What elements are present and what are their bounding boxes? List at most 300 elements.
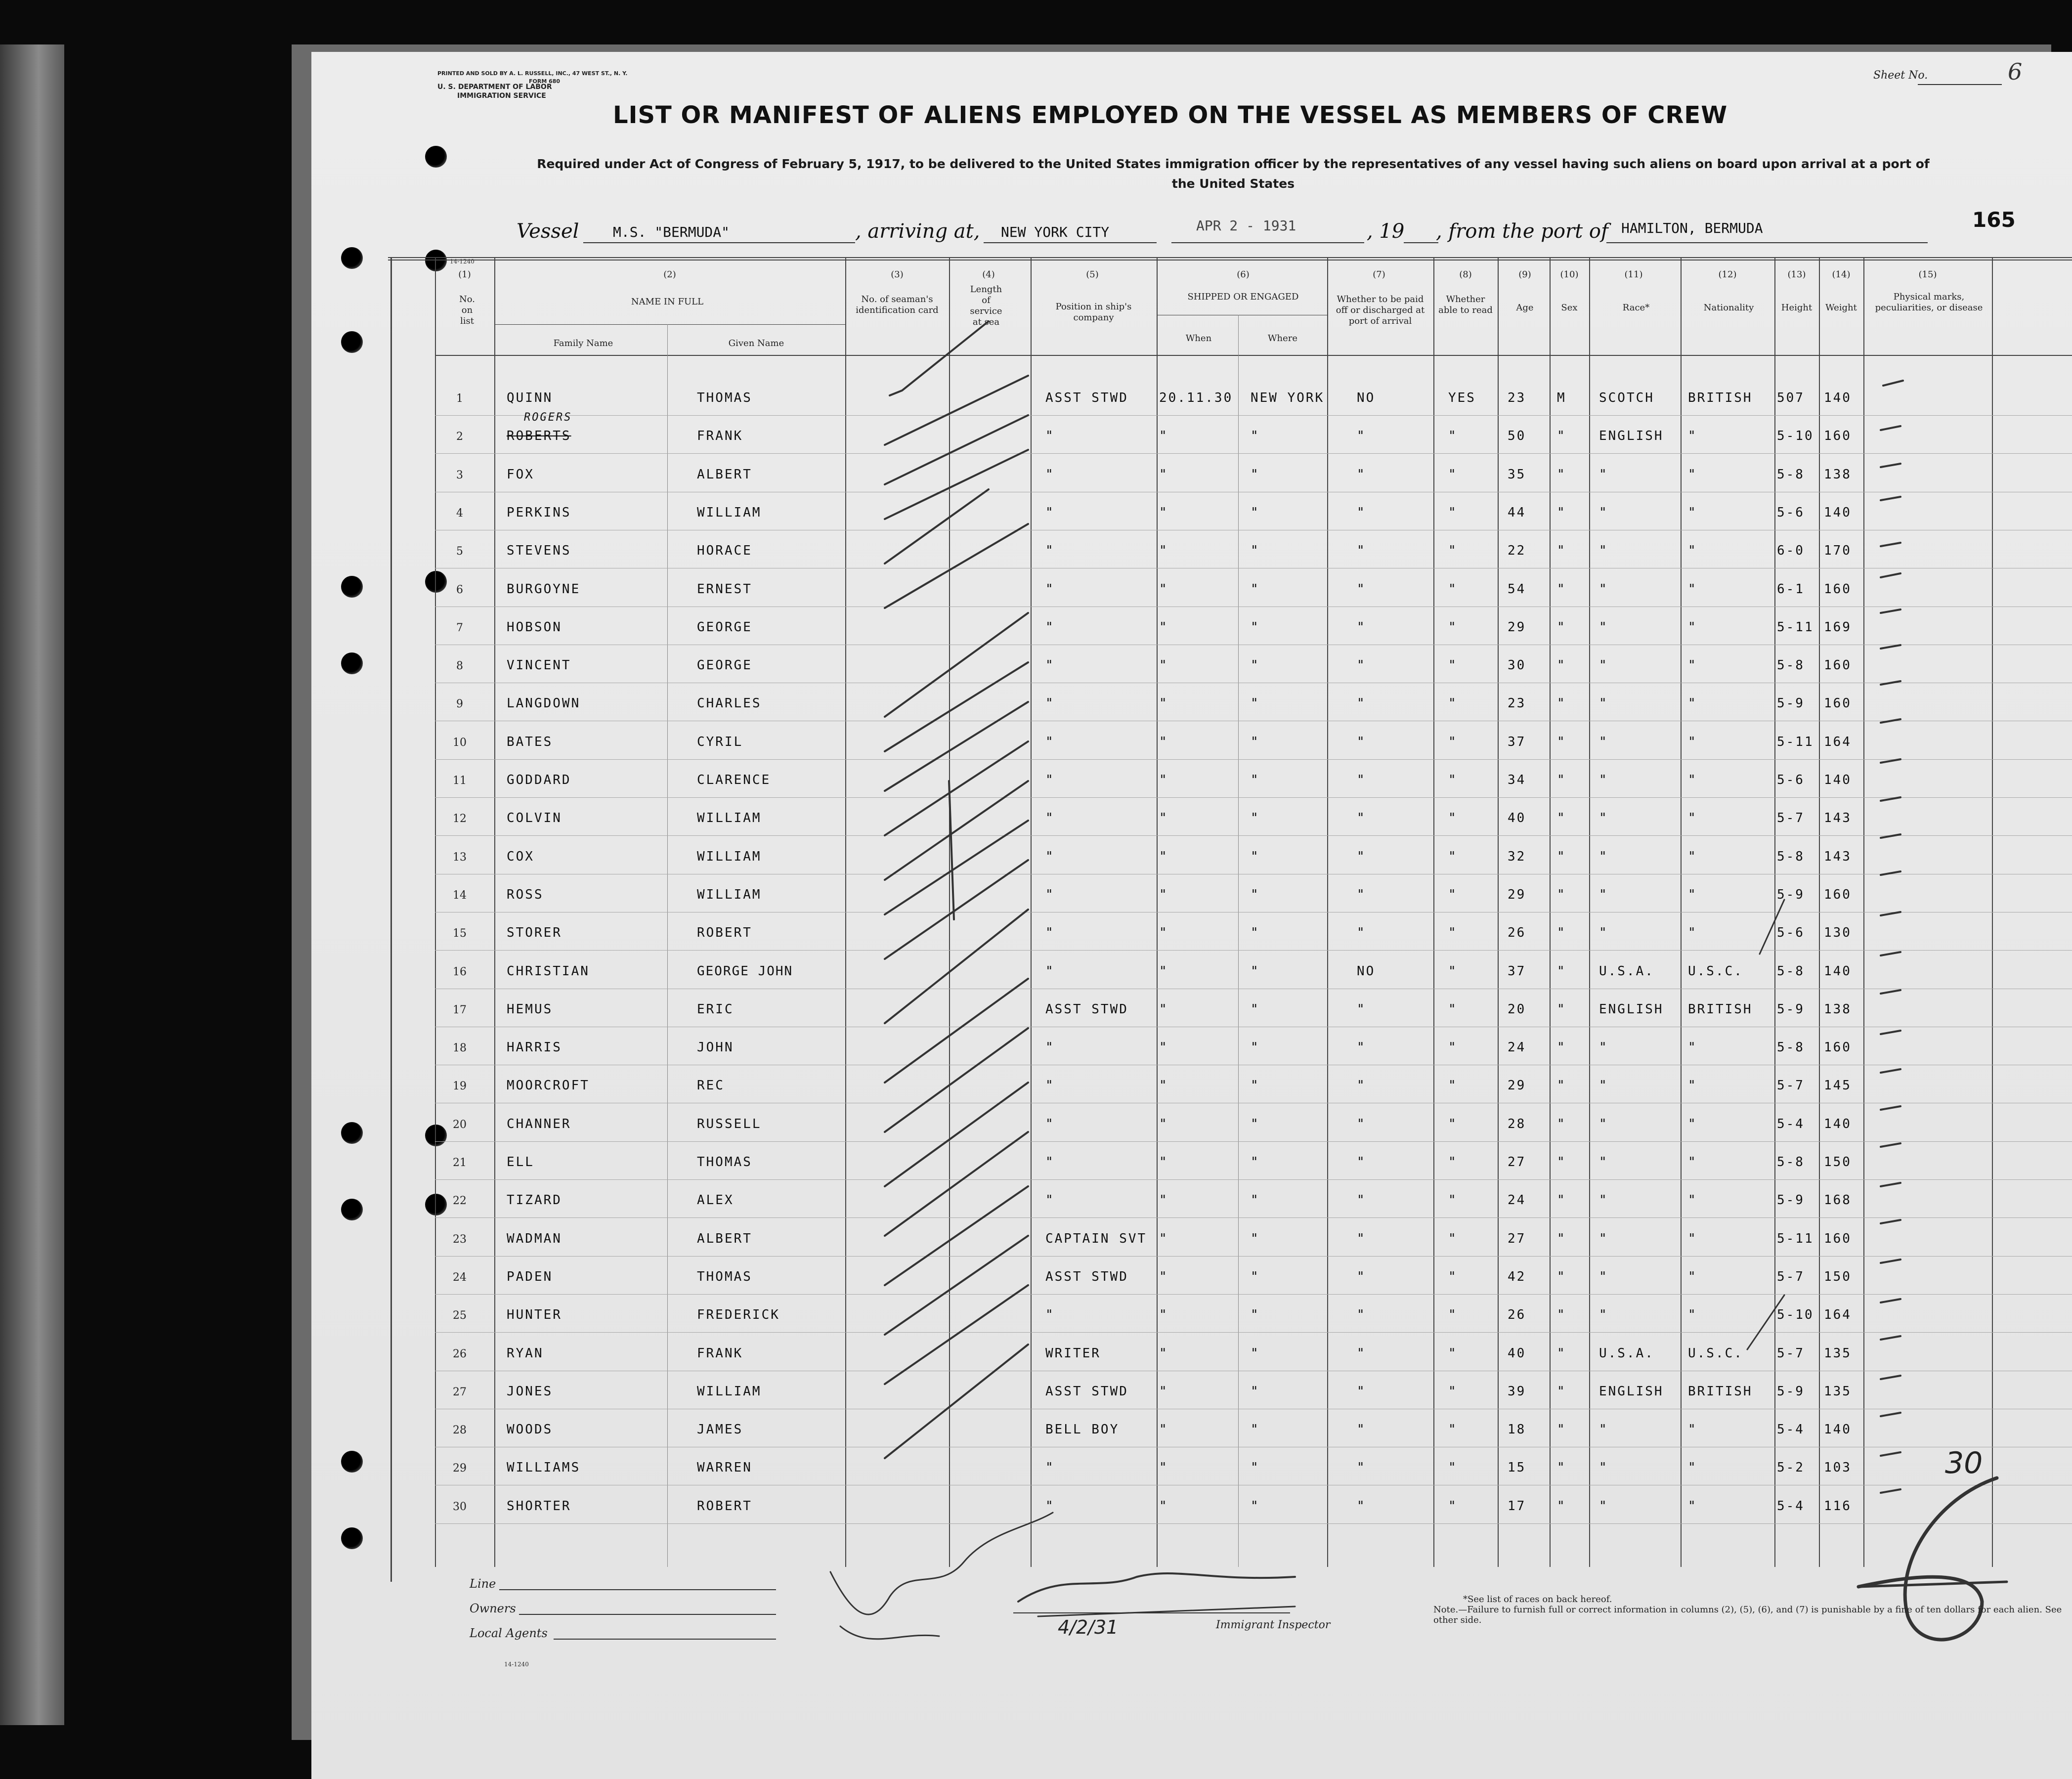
cell-weight: 160 xyxy=(1824,658,1852,673)
cell-race: " xyxy=(1599,543,1608,559)
cell-family: STEVENS xyxy=(507,543,571,559)
cell-where: " xyxy=(1251,1040,1260,1055)
cell-when: " xyxy=(1159,1078,1168,1093)
cell-nat: " xyxy=(1688,467,1697,482)
mark-dash xyxy=(1881,1183,1900,1186)
cell-where: NEW YORK xyxy=(1251,391,1325,405)
cell-read: " xyxy=(1448,696,1458,711)
cell-weight: 145 xyxy=(1824,1078,1852,1093)
cell-when: " xyxy=(1159,658,1168,673)
cell-weight: 160 xyxy=(1824,1040,1852,1055)
cell-position: ASST STWD xyxy=(1045,1384,1128,1399)
footer-agents-label: Local Agents xyxy=(470,1626,548,1640)
cell-weight: 168 xyxy=(1824,1193,1852,1208)
arriving-label: , arriving at, xyxy=(855,220,980,243)
col-number: (11) xyxy=(1624,269,1643,280)
check-stroke xyxy=(885,662,1028,751)
cell-paid: " xyxy=(1357,581,1366,597)
header-when: When xyxy=(1185,333,1212,344)
cell-no: 12 xyxy=(453,813,467,825)
from-port-label: , from the port of xyxy=(1436,220,1608,243)
cell-height: 5-11 xyxy=(1777,1231,1814,1246)
cell-read: " xyxy=(1448,1498,1458,1514)
mark-dash xyxy=(1881,1489,1900,1493)
handwritten-total: 30 xyxy=(1945,1446,1983,1480)
cell-age: 54 xyxy=(1508,581,1526,597)
cell-age: 29 xyxy=(1508,1078,1526,1093)
cell-weight: 135 xyxy=(1824,1384,1852,1399)
cell-where: " xyxy=(1251,1116,1260,1131)
cell-age: 27 xyxy=(1508,1231,1526,1246)
cell-height: 507 xyxy=(1777,391,1805,405)
col-number: (1) xyxy=(458,269,471,280)
cell-read: " xyxy=(1448,581,1458,597)
agent-signature xyxy=(830,1513,1053,1614)
cell-given: JAMES xyxy=(697,1422,743,1437)
cell-family: COX xyxy=(507,849,534,864)
cell-position: " xyxy=(1045,1116,1055,1131)
cell-family: WOODS xyxy=(507,1422,553,1437)
cell-nat: " xyxy=(1688,505,1697,520)
cell-no: 1 xyxy=(456,392,463,405)
cell-when: " xyxy=(1159,849,1168,864)
cell-weight: 164 xyxy=(1824,734,1852,749)
cell-given: CHARLES xyxy=(697,696,762,711)
cell-given: FRANK xyxy=(697,1345,743,1361)
cell-family: BATES xyxy=(507,734,553,749)
cell-given: ALBERT xyxy=(697,1231,752,1246)
cell-height: 5-6 xyxy=(1777,925,1805,941)
cell-paid: " xyxy=(1357,1001,1366,1017)
form-code-top: 14-1240 xyxy=(450,258,475,265)
check-stroke xyxy=(885,821,1028,914)
check-stroke xyxy=(885,1285,1028,1384)
footer-notes xyxy=(1433,1594,2066,1625)
cell-sex: " xyxy=(1557,734,1566,749)
cell-read: " xyxy=(1448,773,1458,787)
cell-family: STORER xyxy=(507,925,562,941)
cell-paid: " xyxy=(1357,1193,1366,1208)
cell-position: " xyxy=(1045,1498,1055,1514)
cell-weight: 160 xyxy=(1824,887,1852,902)
cell-where: " xyxy=(1251,619,1260,635)
cell-where: " xyxy=(1251,581,1260,597)
cell-sex: " xyxy=(1557,811,1566,826)
mark-dash xyxy=(1881,1069,1900,1073)
cell-family: HEMUS xyxy=(507,1001,553,1017)
check-stroke xyxy=(949,781,954,919)
cell-nat: " xyxy=(1688,696,1697,711)
cell-when: " xyxy=(1159,1345,1168,1361)
cell-age: 26 xyxy=(1508,925,1526,941)
cell-height: 6-1 xyxy=(1777,581,1805,597)
cell-when: " xyxy=(1159,1460,1168,1475)
cell-family: SHORTER xyxy=(507,1498,571,1514)
cell-given: FRANK xyxy=(697,429,743,444)
cell-age: 18 xyxy=(1508,1422,1526,1437)
cell-sex: " xyxy=(1557,773,1566,787)
cell-age: 40 xyxy=(1508,1345,1526,1361)
cell-position: " xyxy=(1045,734,1055,749)
note-failure: Note.—Failure to furnish full or correct information in columns (2), (5), (6), and (7) is punishable by a fine of ten dollars for each alien. See other side. xyxy=(1433,1605,2062,1625)
cell-no: 26 xyxy=(453,1347,467,1360)
cell-given: WARREN xyxy=(697,1460,752,1475)
header-name-in-full: NAME IN FULL xyxy=(631,297,704,307)
cell-height: 5-4 xyxy=(1777,1498,1805,1514)
cell-given: HORACE xyxy=(697,543,752,559)
cell-no: 19 xyxy=(453,1080,467,1093)
cell-weight: 160 xyxy=(1824,581,1852,597)
cell-family: VINCENT xyxy=(507,658,571,673)
cell-family: TIZARD xyxy=(507,1193,562,1208)
mark-dash xyxy=(1881,719,1900,723)
cell-given: ERIC xyxy=(697,1001,734,1017)
cell-no: 16 xyxy=(453,965,467,978)
cell-sex: " xyxy=(1557,849,1566,864)
cell-height: 5-2 xyxy=(1777,1460,1805,1475)
check-stroke xyxy=(885,702,1028,791)
cell-given: THOMAS xyxy=(697,391,752,405)
cell-height: 5-8 xyxy=(1777,1155,1805,1170)
cell-where: " xyxy=(1251,963,1260,979)
cell-weight: 138 xyxy=(1824,1001,1852,1017)
cell-weight: 116 xyxy=(1824,1498,1852,1514)
cell-height: 5-9 xyxy=(1777,1193,1805,1208)
cell-family: HUNTER xyxy=(507,1307,562,1323)
page-title: LIST OR MANIFEST OF ALIENS EMPLOYED ON THE VESSEL AS MEMBERS OF CREW xyxy=(613,101,1728,129)
cell-given: WILLIAM xyxy=(697,1384,762,1399)
cell-position: " xyxy=(1045,1155,1055,1170)
cell-family: JONES xyxy=(507,1384,553,1399)
service-label: IMMIGRATION SERVICE xyxy=(457,92,546,100)
cell-sex: " xyxy=(1557,696,1566,711)
cell-age: 22 xyxy=(1508,543,1526,559)
cell-sex: " xyxy=(1557,467,1566,482)
cell-where: " xyxy=(1251,1422,1260,1437)
cell-where: " xyxy=(1251,849,1260,864)
cell-race: SCOTCH xyxy=(1599,391,1654,405)
cell-position: " xyxy=(1045,543,1055,559)
cell-height: 5-7 xyxy=(1777,811,1805,826)
cell-no: 7 xyxy=(456,621,463,634)
cell-nat: " xyxy=(1688,658,1697,673)
cell-family: WILLIAMS xyxy=(507,1460,581,1475)
mark-dash xyxy=(1881,609,1900,613)
mark-dash xyxy=(1881,497,1900,500)
cell-where: " xyxy=(1251,1193,1260,1208)
cell-family: ELL xyxy=(507,1155,534,1170)
cell-nat: " xyxy=(1688,429,1697,444)
cell-sex: " xyxy=(1557,581,1566,597)
cell-when: " xyxy=(1159,619,1168,635)
cell-where: " xyxy=(1251,734,1260,749)
cell-no: 13 xyxy=(453,851,467,864)
cell-sex: M xyxy=(1557,391,1566,405)
cell-age: 20 xyxy=(1508,1001,1526,1017)
cell-paid: " xyxy=(1357,505,1366,520)
cell-when: " xyxy=(1159,1269,1168,1284)
cell-height: 5-9 xyxy=(1777,1384,1805,1399)
cell-nat: " xyxy=(1688,581,1697,597)
cell-paid: " xyxy=(1357,1384,1366,1399)
cell-sex: " xyxy=(1557,1307,1566,1323)
footer-line-label: Line xyxy=(470,1577,496,1591)
col-number: (14) xyxy=(1832,269,1851,280)
cell-paid: " xyxy=(1357,467,1366,482)
cell-weight: 170 xyxy=(1824,543,1852,559)
mark-dash xyxy=(1881,1031,1900,1034)
cell-age: 37 xyxy=(1508,734,1526,749)
col-number: (6) xyxy=(1237,269,1250,280)
cell-nat: " xyxy=(1688,1116,1697,1131)
header-weight: Weight xyxy=(1825,303,1857,313)
cell-weight: 150 xyxy=(1824,1155,1852,1170)
cell-nat: " xyxy=(1688,1422,1697,1437)
check-stroke xyxy=(885,489,989,564)
cell-when: " xyxy=(1159,429,1168,444)
mark-dash xyxy=(1881,573,1900,577)
cell-weight: 140 xyxy=(1824,505,1852,520)
cell-family: CHANNER xyxy=(507,1116,571,1131)
note-races: *See list of races on back hereof. xyxy=(1463,1594,1612,1605)
cell-paid: NO xyxy=(1357,391,1376,405)
cell-race: " xyxy=(1599,1422,1608,1437)
cell-when: " xyxy=(1159,1155,1168,1170)
footer-agents-underline xyxy=(554,1639,776,1640)
cell-no: 14 xyxy=(453,889,467,902)
cell-no: 18 xyxy=(453,1042,467,1055)
cell-no: 27 xyxy=(453,1386,467,1398)
sheet-number-value: 6 xyxy=(2008,58,2023,85)
cell-height: 5-10 xyxy=(1777,1307,1814,1323)
cell-family: ROSS xyxy=(507,887,544,902)
cell-where: " xyxy=(1251,658,1260,673)
immigrant-inspector-label: Immigrant Inspector xyxy=(1216,1619,1331,1631)
mark-slash xyxy=(1747,1295,1784,1349)
cell-nat: " xyxy=(1688,543,1697,559)
cell-family: CHRISTIAN xyxy=(507,963,590,979)
cell-height: 5-9 xyxy=(1777,696,1805,711)
cell-paid: " xyxy=(1357,1116,1366,1131)
cell-weight: 135 xyxy=(1824,1345,1852,1361)
cell-race: " xyxy=(1599,1193,1608,1208)
cell-no: 28 xyxy=(453,1424,467,1437)
cell-when: " xyxy=(1159,1231,1168,1246)
cell-read: YES xyxy=(1448,391,1476,405)
mark-dash xyxy=(1881,797,1900,801)
check-stroke xyxy=(885,741,1028,835)
cell-position: " xyxy=(1045,849,1055,864)
cell-read: " xyxy=(1448,963,1458,979)
check-stroke xyxy=(885,1186,1028,1285)
cell-sex: " xyxy=(1557,887,1566,902)
inspector-signature xyxy=(1018,1573,1295,1602)
cell-position: " xyxy=(1045,811,1055,826)
cell-position: " xyxy=(1045,963,1055,979)
cell-where: " xyxy=(1251,1001,1260,1017)
cell-read: " xyxy=(1448,543,1458,559)
cell-paid: " xyxy=(1357,1307,1366,1323)
cell-family: ROBERTS xyxy=(507,429,571,444)
col-number: (2) xyxy=(663,269,676,280)
cell-where: " xyxy=(1251,773,1260,787)
cell-weight: 160 xyxy=(1824,1231,1852,1246)
cell-paid: " xyxy=(1357,1269,1366,1284)
cell-read: " xyxy=(1448,1345,1458,1361)
cell-given: WILLIAM xyxy=(697,887,762,902)
mark-dash xyxy=(1881,912,1900,915)
cell-age: 17 xyxy=(1508,1498,1526,1514)
cell-position: " xyxy=(1045,429,1055,444)
cell-when: " xyxy=(1159,696,1168,711)
cell-age: 35 xyxy=(1508,467,1526,482)
cell-read: " xyxy=(1448,1040,1458,1055)
cell-read: " xyxy=(1448,1422,1458,1437)
cell-nat: U.S.C. xyxy=(1688,963,1743,979)
cell-race: " xyxy=(1599,1460,1608,1475)
cell-when: " xyxy=(1159,1116,1168,1131)
cell-weight: 140 xyxy=(1824,391,1852,405)
cell-given: WILLIAM xyxy=(697,811,762,826)
cell-race: ENGLISH xyxy=(1599,1001,1664,1017)
header-nationality: Nationality xyxy=(1703,303,1754,313)
cell-sex: " xyxy=(1557,1384,1566,1399)
cell-family: COLVIN xyxy=(507,811,562,826)
cell-when: " xyxy=(1159,734,1168,749)
cell-nat: " xyxy=(1688,925,1697,941)
cell-family: BURGOYNE xyxy=(507,581,581,597)
col-number: (15) xyxy=(1918,269,1937,280)
cell-race: " xyxy=(1599,1040,1608,1055)
cell-sex: " xyxy=(1557,505,1566,520)
cell-nat: " xyxy=(1688,1155,1697,1170)
cell-height: 5-9 xyxy=(1777,887,1805,902)
cell-age: 29 xyxy=(1508,619,1526,635)
check-stroke xyxy=(885,781,1028,880)
cell-family: MOORCROFT xyxy=(507,1078,590,1093)
col-number: (12) xyxy=(1718,269,1737,280)
cell-no: 2 xyxy=(456,431,463,443)
cell-when: " xyxy=(1159,887,1168,902)
cell-family: QUINN xyxy=(507,391,553,405)
check-stroke xyxy=(885,979,1028,1083)
cell-weight: 160 xyxy=(1824,696,1852,711)
check-stroke xyxy=(885,860,1028,959)
cell-height: 5-8 xyxy=(1777,849,1805,864)
cell-weight: 143 xyxy=(1824,811,1852,826)
cell-sex: " xyxy=(1557,1193,1566,1208)
cell-nat: " xyxy=(1688,1231,1697,1246)
cell-age: 37 xyxy=(1508,963,1526,979)
cell-height: 5-7 xyxy=(1777,1078,1805,1093)
cell-weight: 140 xyxy=(1824,963,1852,979)
cell-paid: " xyxy=(1357,543,1366,559)
cell-sex: " xyxy=(1557,963,1566,979)
cell-given: ALBERT xyxy=(697,467,752,482)
cell-read: " xyxy=(1448,505,1458,520)
cell-when: " xyxy=(1159,505,1168,520)
cell-paid: " xyxy=(1357,1155,1366,1170)
cell-position: CAPTAIN SVT xyxy=(1045,1231,1147,1246)
cell-when: " xyxy=(1159,1193,1168,1208)
year-label: , 19 xyxy=(1367,220,1405,243)
cell-age: 39 xyxy=(1508,1384,1526,1399)
cell-no: 23 xyxy=(453,1233,467,1246)
vessel-value: M.S. "BERMUDA" xyxy=(613,224,730,240)
cell-paid: " xyxy=(1357,773,1366,787)
cell-paid: " xyxy=(1357,811,1366,826)
cell-read: " xyxy=(1448,467,1458,482)
check-stroke xyxy=(885,1132,1028,1236)
cell-when: " xyxy=(1159,773,1168,787)
arriving-value: NEW YORK CITY xyxy=(1001,224,1110,240)
check-stroke xyxy=(890,321,989,395)
col-number: (9) xyxy=(1518,269,1531,280)
cell-nat: " xyxy=(1688,1460,1697,1475)
check-stroke xyxy=(885,613,1028,717)
cell-race: U.S.A. xyxy=(1599,1345,1654,1361)
cell-weight: 140 xyxy=(1824,1116,1852,1131)
cell-when: " xyxy=(1159,467,1168,482)
cell-paid: " xyxy=(1357,1345,1366,1361)
cell-age: 30 xyxy=(1508,658,1526,673)
cell-where: " xyxy=(1251,1269,1260,1284)
cell-race: " xyxy=(1599,849,1608,864)
cell-age: 44 xyxy=(1508,505,1526,520)
cell-height: 5-7 xyxy=(1777,1345,1805,1361)
cell-sex: " xyxy=(1557,1001,1566,1017)
cell-given: ROBERT xyxy=(697,925,752,941)
cell-given: CLARENCE xyxy=(697,773,771,787)
cell-given: THOMAS xyxy=(697,1269,752,1284)
cell-position: ASST STWD xyxy=(1045,1269,1128,1284)
cell-given: GEORGE xyxy=(697,658,752,673)
cell-given: JOHN xyxy=(697,1040,734,1055)
header-where: Where xyxy=(1267,333,1297,344)
cell-age: 15 xyxy=(1508,1460,1526,1475)
cell-read: " xyxy=(1448,1001,1458,1017)
col-number: (8) xyxy=(1459,269,1472,280)
cell-given: ALEX xyxy=(697,1193,734,1208)
header-read: Whether able to read xyxy=(1438,294,1493,315)
mark-dash xyxy=(1881,543,1900,546)
cell-family: GODDARD xyxy=(507,773,571,787)
cell-no: 22 xyxy=(453,1195,467,1208)
cell-race: " xyxy=(1599,1116,1608,1131)
cell-where: " xyxy=(1251,887,1260,902)
cell-family: FOX xyxy=(507,467,534,482)
header-age: Age xyxy=(1516,303,1534,313)
cell-position: " xyxy=(1045,925,1055,941)
cell-sex: " xyxy=(1557,1231,1566,1246)
cell-read: " xyxy=(1448,887,1458,902)
cell-when: " xyxy=(1159,1422,1168,1437)
cell-age: 50 xyxy=(1508,429,1526,444)
footer-owners-label: Owners xyxy=(470,1602,516,1615)
mark-dash xyxy=(1881,426,1900,430)
mark-dash xyxy=(1881,681,1900,685)
cell-sex: " xyxy=(1557,658,1566,673)
cell-given: RUSSELL xyxy=(697,1116,762,1131)
cell-given: CYRIL xyxy=(697,734,743,749)
cell-family: HARRIS xyxy=(507,1040,562,1055)
cell-where: " xyxy=(1251,696,1260,711)
cell-read: " xyxy=(1448,1384,1458,1399)
cell-race: " xyxy=(1599,1231,1608,1246)
cell-age: 26 xyxy=(1508,1307,1526,1323)
cell-paid: " xyxy=(1357,1078,1366,1093)
cell-paid: " xyxy=(1357,925,1366,941)
